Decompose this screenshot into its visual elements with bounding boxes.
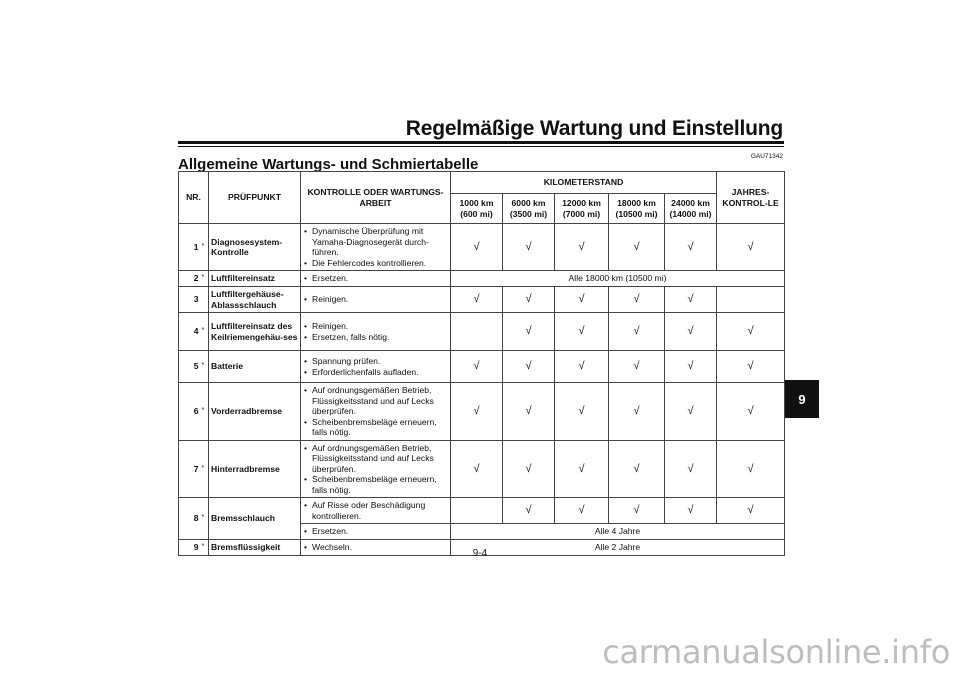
check-mark-cell: √ — [665, 498, 717, 524]
check-mark-cell: √ — [665, 313, 717, 351]
row-number: 8 — [179, 498, 201, 540]
check-mark-cell — [451, 498, 503, 524]
work-cell — [301, 224, 451, 271]
interval-cell: Alle 4 Jahre — [451, 524, 785, 540]
maintenance-table — [178, 171, 785, 556]
check-mark-cell: √ — [555, 287, 609, 313]
dealer-mark: * — [201, 224, 209, 271]
check-item: Diagnosesystem-Kontrolle — [209, 224, 301, 271]
check-mark-cell — [451, 313, 503, 351]
check-mark-cell: √ — [717, 440, 785, 498]
check-item: Luftfiltereinsatz — [209, 271, 301, 287]
header-rule-thin — [178, 146, 784, 147]
work-cell — [301, 383, 451, 441]
check-mark-cell: √ — [717, 351, 785, 383]
check-mark-cell: √ — [717, 383, 785, 441]
km-value: 12000 km — [562, 198, 601, 208]
check-item: Bremsflüssigkeit — [209, 540, 301, 556]
page-header-title: Regelmäßige Wartung und Einstellung — [405, 117, 783, 140]
work-item: • Ersetzen. — [304, 273, 447, 284]
work-item: • Erforderlichenfalls aufladen. — [304, 367, 447, 378]
row-number: 2 — [179, 271, 201, 287]
check-mark-cell: √ — [503, 498, 555, 524]
table-row — [179, 440, 785, 498]
dealer-mark: * — [201, 498, 209, 540]
check-mark-cell: √ — [503, 351, 555, 383]
check-mark-cell: √ — [665, 351, 717, 383]
row-number: 3 — [179, 287, 201, 313]
work-cell — [301, 271, 451, 287]
work-cell — [301, 440, 451, 498]
check-mark-cell: √ — [717, 224, 785, 271]
dealer-mark: * — [201, 271, 209, 287]
header-annual: JAHRES-KONTROL-LE — [717, 172, 785, 224]
check-mark-cell: √ — [609, 313, 665, 351]
check-mark-cell: √ — [665, 224, 717, 271]
check-item: Luftfiltergehäuse-Ablassschlauch — [209, 287, 301, 313]
header-item: PRÜFPUNKT — [209, 172, 301, 224]
check-mark-cell: √ — [609, 224, 665, 271]
mi-value: (3500 mi) — [509, 208, 548, 219]
work-item: • Wechseln. — [304, 542, 447, 553]
work-cell — [301, 313, 451, 351]
work-cell — [301, 498, 451, 524]
header-km-col — [665, 194, 717, 224]
check-mark-cell: √ — [503, 287, 555, 313]
row-number: 7 — [179, 440, 201, 498]
check-mark-cell: √ — [555, 440, 609, 498]
header-work: KONTROLLE ODER WARTUNGS-ARBEIT — [301, 172, 451, 224]
check-item: Bremsschlauch — [209, 498, 301, 540]
work-item: • Ersetzen. — [304, 526, 447, 537]
document-code: GAU71342 — [750, 153, 783, 160]
interval-cell: Alle 2 Jahre — [451, 540, 785, 556]
check-item: Hinterradbremse — [209, 440, 301, 498]
check-item: Luftfiltereinsatz des Keilriemengehäu-ses — [209, 313, 301, 351]
work-item: • Reinigen. — [304, 321, 447, 332]
mi-value: (600 mi) — [460, 208, 493, 219]
work-item: • Spannung prüfen. — [304, 356, 447, 367]
km-value: 18000 km — [617, 198, 656, 208]
watermark: carmanualsonline.info — [602, 633, 950, 671]
check-item: Vorderradbremse — [209, 383, 301, 441]
table-row — [179, 313, 785, 351]
check-mark-cell: √ — [665, 383, 717, 441]
table-row — [179, 271, 785, 287]
check-mark-cell: √ — [609, 287, 665, 313]
check-mark-cell: √ — [555, 313, 609, 351]
table-row — [179, 224, 785, 271]
row-number: 9 — [179, 540, 201, 556]
work-item: • Reinigen. — [304, 294, 447, 305]
check-mark-cell: √ — [503, 440, 555, 498]
check-mark-cell: √ — [555, 498, 609, 524]
row-number: 6 — [179, 383, 201, 441]
check-mark-cell: √ — [717, 313, 785, 351]
header-km-col — [609, 194, 665, 224]
header-km-col — [503, 194, 555, 224]
chapter-tab[interactable]: 9 — [785, 380, 819, 418]
check-mark-cell: √ — [665, 440, 717, 498]
check-mark-cell: √ — [503, 224, 555, 271]
check-item: Batterie — [209, 351, 301, 383]
mi-value: (14000 mi) — [669, 208, 712, 219]
check-mark-cell: √ — [555, 383, 609, 441]
mi-value: (7000 mi) — [562, 208, 601, 219]
work-item: • Auf Risse oder Beschädigung kontrollieren. — [304, 500, 447, 521]
km-value: 24000 km — [671, 198, 710, 208]
check-mark-cell: √ — [451, 287, 503, 313]
check-mark-cell: √ — [451, 224, 503, 271]
work-cell — [301, 287, 451, 313]
dealer-mark: * — [201, 440, 209, 498]
check-mark-cell: √ — [717, 498, 785, 524]
check-mark-cell: √ — [451, 383, 503, 441]
work-cell — [301, 351, 451, 383]
table-row — [179, 383, 785, 441]
work-item: • Auf ordnungsgemäßen Betrieb, Flüssigkeitsstand und auf Lecks überprüfen. — [304, 443, 447, 475]
header-km-col — [555, 194, 609, 224]
header-rule — [178, 141, 784, 144]
work-item: • Dynamische Überprüfung mit Yamaha-Diagnosegerät durch-führen. — [304, 226, 447, 258]
check-mark-cell: √ — [451, 440, 503, 498]
header-nr: NR. — [179, 172, 209, 224]
table-body — [179, 224, 785, 556]
work-item: • Die Fehlercodes kontrollieren. — [304, 258, 447, 269]
header-km: KILOMETERSTAND — [451, 172, 717, 194]
dealer-mark: * — [201, 383, 209, 441]
check-mark-cell: √ — [665, 287, 717, 313]
work-cell — [301, 524, 451, 540]
mi-value: (10500 mi) — [615, 208, 658, 219]
km-value: 1000 km — [459, 198, 494, 208]
dealer-mark: * — [201, 313, 209, 351]
page-number: 9-4 — [472, 548, 488, 559]
check-mark-cell: √ — [451, 351, 503, 383]
work-item: • Auf ordnungsgemäßen Betrieb, Flüssigkeitsstand und auf Lecks überprüfen. — [304, 385, 447, 417]
check-mark-cell — [717, 287, 785, 313]
row-number: 4 — [179, 313, 201, 351]
check-mark-cell: √ — [609, 383, 665, 441]
work-item: • Scheibenbremsbeläge erneuern, falls nötig. — [304, 417, 447, 438]
work-item: • Ersetzen, falls nötig. — [304, 332, 447, 343]
dealer-mark: * — [201, 351, 209, 383]
table-row — [179, 287, 785, 313]
table-row — [179, 351, 785, 383]
dealer-mark — [201, 287, 209, 313]
km-value: 6000 km — [511, 198, 546, 208]
check-mark-cell: √ — [609, 498, 665, 524]
check-mark-cell: √ — [609, 440, 665, 498]
check-mark-cell: √ — [555, 224, 609, 271]
table-row — [179, 498, 785, 524]
row-number: 1 — [179, 224, 201, 271]
check-mark-cell: √ — [503, 313, 555, 351]
dealer-mark: * — [201, 540, 209, 556]
row-number: 5 — [179, 351, 201, 383]
interval-cell: Alle 18000 km (10500 mi) — [451, 271, 785, 287]
section-title: Allgemeine Wartungs- und Schmiertabelle — [178, 156, 479, 173]
check-mark-cell: √ — [555, 351, 609, 383]
check-mark-cell: √ — [503, 383, 555, 441]
work-item: • Scheibenbremsbeläge erneuern, falls nötig. — [304, 474, 447, 495]
header-km-col — [451, 194, 503, 224]
check-mark-cell: √ — [609, 351, 665, 383]
